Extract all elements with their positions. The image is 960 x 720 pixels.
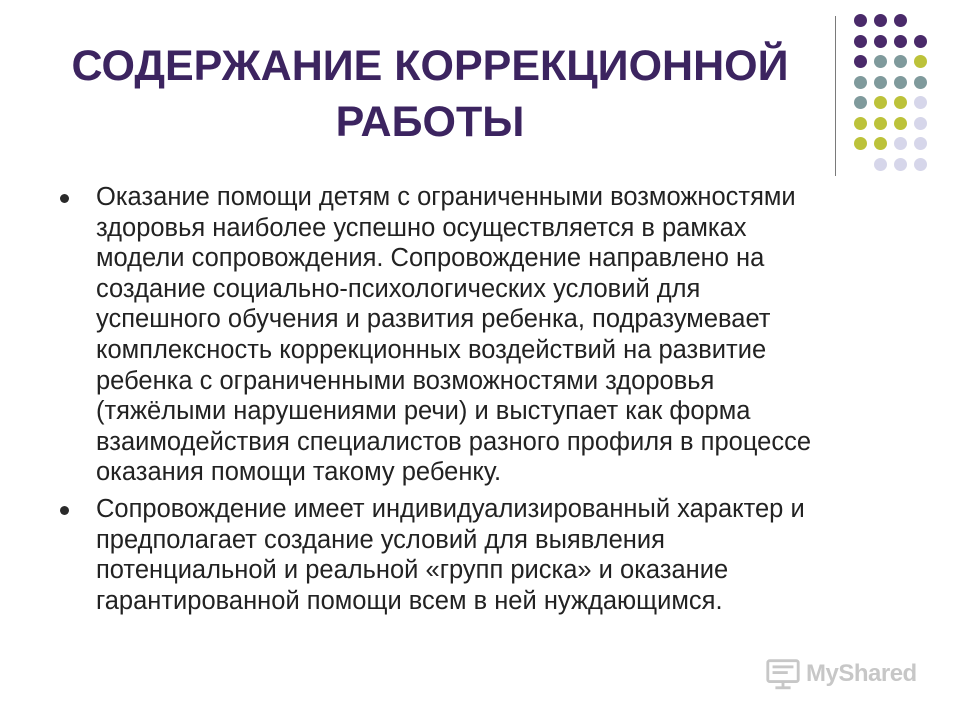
presentation-board-icon — [764, 655, 802, 693]
bullet-icon — [60, 506, 69, 515]
decorative-dot — [874, 55, 887, 68]
bullet-line: создание социально-психологических условий для — [96, 274, 701, 303]
bullet-line: потенциальной и реальной «групп риска» и оказание — [96, 556, 729, 585]
decorative-dot — [894, 137, 907, 150]
decorative-dot — [914, 117, 927, 130]
bullet-line: Оказание помощи детям с ограниченными возможностями — [96, 183, 796, 211]
decorative-dot — [914, 76, 927, 89]
slide-title — [40, 38, 820, 150]
decorative-dot — [874, 158, 887, 171]
decorative-dot — [894, 96, 907, 109]
decorative-dot — [874, 35, 887, 48]
slide-title-line: СОДЕРЖАНИЕ КОРРЕКЦИОННОЙ — [71, 42, 789, 90]
decorative-dot — [874, 96, 887, 109]
bullet-line: комплексность коррекционных воздействий на развитие — [96, 335, 767, 364]
watermark-logo[interactable] — [764, 654, 917, 694]
bullet-list — [60, 182, 910, 622]
bullet-line: предполагает создание условий для выявления — [96, 525, 665, 554]
decorative-dot — [914, 137, 927, 150]
decorative-dot — [854, 14, 867, 27]
bullet-line: здоровья наиболее успешно осуществляется в рамках — [96, 213, 747, 242]
bullet-line: успешного обучения и развития ребенка, подразумевает — [96, 305, 771, 334]
bullet-line: ребенка с ограниченными возможностями здоровья — [96, 366, 715, 395]
decorative-dot — [894, 55, 907, 68]
decorative-dot — [874, 76, 887, 89]
bullet-line: Сопровождение имеет индивидуализированный характер и — [96, 494, 805, 523]
decorative-dot — [854, 55, 867, 68]
decorative-dot — [874, 137, 887, 150]
decorative-dot — [914, 158, 927, 171]
bullet-item — [60, 182, 910, 488]
divider-line — [835, 16, 836, 176]
decorative-dot — [874, 14, 887, 27]
slide-title-line: РАБОТЫ — [335, 98, 525, 146]
decorative-dot — [914, 35, 927, 48]
decorative-dot — [854, 96, 867, 109]
watermark-text: MyShared — [806, 660, 917, 687]
bullet-line: модели сопровождения. Сопровождение направлено на — [96, 244, 765, 273]
decorative-dot — [894, 76, 907, 89]
decorative-dot — [894, 35, 907, 48]
bullet-line: взаимодействия специалистов разного профиля в процессе — [96, 427, 811, 456]
bullet-line: гарантированной помощи всем в ней нуждающимся. — [96, 586, 723, 615]
decorative-dot — [854, 117, 867, 130]
decorative-dot — [894, 158, 907, 171]
bullet-icon — [60, 194, 69, 203]
decorative-dot — [914, 96, 927, 109]
decorative-dot — [894, 117, 907, 130]
decorative-dot — [854, 35, 867, 48]
bullet-item — [60, 494, 910, 616]
bullet-line: (тяжёлыми нарушениями речи) и выступает как форма — [96, 397, 751, 426]
decorative-dot — [874, 117, 887, 130]
decorative-dot — [894, 14, 907, 27]
decorative-dot — [854, 76, 867, 89]
bullet-line: оказания помощи такому ребенку. — [96, 458, 502, 487]
decorative-dot — [854, 137, 867, 150]
decorative-dot — [914, 55, 927, 68]
